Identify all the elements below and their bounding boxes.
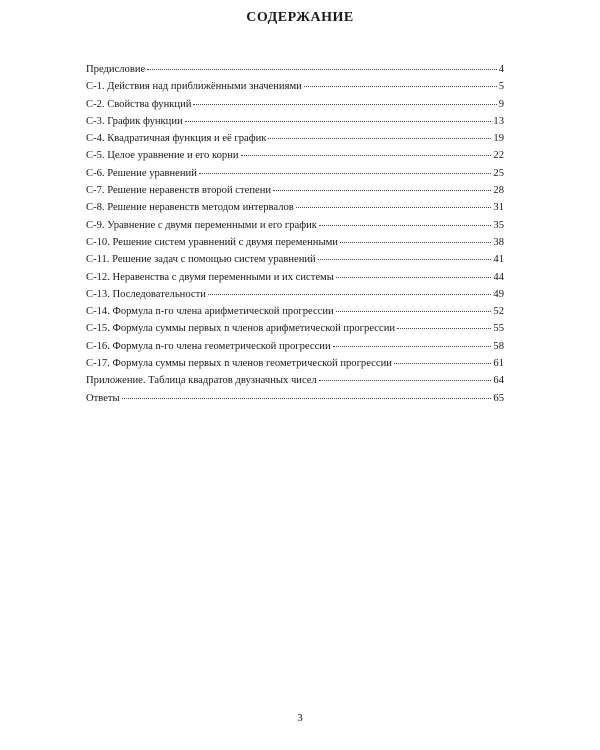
toc-entry-page: 31 (493, 202, 504, 214)
toc-entry-label: С-17. Формула суммы первых n членов геометрической прогрессии (86, 358, 392, 370)
toc-entry-page: 28 (493, 185, 504, 197)
toc-leader-dots (397, 328, 491, 329)
toc-entry (86, 323, 504, 340)
page-number: 3 (297, 712, 303, 724)
toc-entry-label: С-8. Решение неравенств методом интервалов (86, 202, 294, 214)
toc-entry (86, 150, 504, 167)
toc-entry (86, 116, 504, 133)
toc-entry-page: 38 (493, 236, 504, 248)
toc-leader-dots (296, 207, 492, 208)
toc-entry-label: Ответы (86, 392, 120, 404)
toc-entry-label: С-5. Целое уравнение и его корни (86, 150, 239, 162)
toc-entry-page: 19 (493, 133, 504, 145)
toc-leader-dots (304, 86, 497, 87)
toc-entry-page: 25 (493, 167, 504, 179)
toc-entry-label: С-7. Решение неравенств второй степени (86, 185, 272, 197)
toc-leader-dots (336, 277, 492, 278)
toc-entry (86, 375, 504, 392)
toc-leader-dots (318, 259, 492, 260)
toc-entry-page: 4 (498, 64, 504, 75)
toc-entry-label: Предисловие (86, 64, 146, 75)
toc-entry (86, 220, 504, 237)
toc-entry-label: С-12. Неравенства с двумя переменными и их системы (86, 271, 334, 283)
toc-entry (86, 306, 504, 323)
page-title: СОДЕРЖАНИЕ (246, 10, 354, 25)
toc-leader-dots (193, 104, 496, 105)
toc-entry-page: 35 (493, 219, 504, 231)
toc-entry (86, 168, 504, 185)
toc-leader-dots (147, 69, 496, 70)
toc-leader-dots (336, 311, 492, 312)
toc-entry-page: 9 (498, 98, 504, 110)
toc-entry-label: С-16. Формула n-го члена геометрической прогрессии (86, 340, 331, 352)
toc-leader-dots (319, 380, 492, 381)
toc-leader-dots (268, 138, 491, 139)
toc-entry (86, 64, 504, 81)
table-of-contents (86, 64, 504, 410)
toc-entry-label: С-1. Действия над приближёнными значениями (86, 81, 302, 93)
toc-entry (86, 185, 504, 202)
toc-leader-dots (340, 242, 491, 243)
toc-entry (86, 289, 504, 306)
toc-entry (86, 81, 504, 98)
toc-entry (86, 99, 504, 116)
toc-entry-page: 58 (493, 340, 504, 352)
toc-leader-dots (333, 346, 492, 347)
toc-leader-dots (394, 363, 491, 364)
toc-leader-dots (208, 294, 492, 295)
toc-entry-page: 64 (493, 375, 504, 387)
toc-entry-page: 22 (493, 150, 504, 162)
toc-entry-label: С-9. Уравнение с двумя переменными и его график (86, 219, 317, 231)
toc-entry-page: 65 (493, 392, 504, 404)
toc-entry-page: 5 (498, 81, 504, 93)
toc-entry-label: С-3. График функции (86, 115, 183, 127)
toc-entry-page: 52 (493, 306, 504, 318)
toc-entry-label: С-15. Формула суммы первых n членов арифметической прогрессии (86, 323, 396, 335)
toc-entry-page: 61 (493, 358, 504, 370)
toc-entry (86, 393, 504, 410)
toc-leader-dots (273, 190, 491, 191)
toc-entry (86, 202, 504, 219)
toc-entry (86, 341, 504, 358)
toc-entry-page: 55 (493, 323, 504, 335)
toc-entry-label: С-4. Квадратичная функция и её график (86, 133, 267, 145)
toc-entry (86, 272, 504, 289)
toc-entry (86, 133, 504, 150)
toc-entry-page: 49 (493, 288, 504, 300)
toc-entry-label: Приложение. Таблица квадратов двузначных чисел (86, 375, 317, 387)
toc-leader-dots (241, 155, 492, 156)
toc-entry-label: С-6. Решение уравнений (86, 167, 197, 179)
toc-leader-dots (319, 225, 492, 226)
toc-entry (86, 254, 504, 271)
toc-entry (86, 237, 504, 254)
toc-entry-page: 41 (493, 254, 504, 266)
toc-entry-page: 13 (493, 115, 504, 127)
toc-leader-dots (122, 398, 492, 399)
toc-entry-label: С-14. Формула n-го члена арифметической прогрессии (86, 306, 334, 318)
toc-leader-dots (199, 173, 492, 174)
toc-entry (86, 358, 504, 375)
toc-entry-page: 44 (493, 271, 504, 283)
toc-leader-dots (185, 121, 492, 122)
toc-entry-label: С-13. Последовательности (86, 288, 206, 300)
toc-entry-label: С-10. Решение систем уравнений с двумя переменными (86, 236, 338, 248)
toc-entry-label: С-2. Свойства функций (86, 98, 192, 110)
toc-entry-label: С-11. Решение задач с помощью систем уравнений (86, 254, 316, 266)
